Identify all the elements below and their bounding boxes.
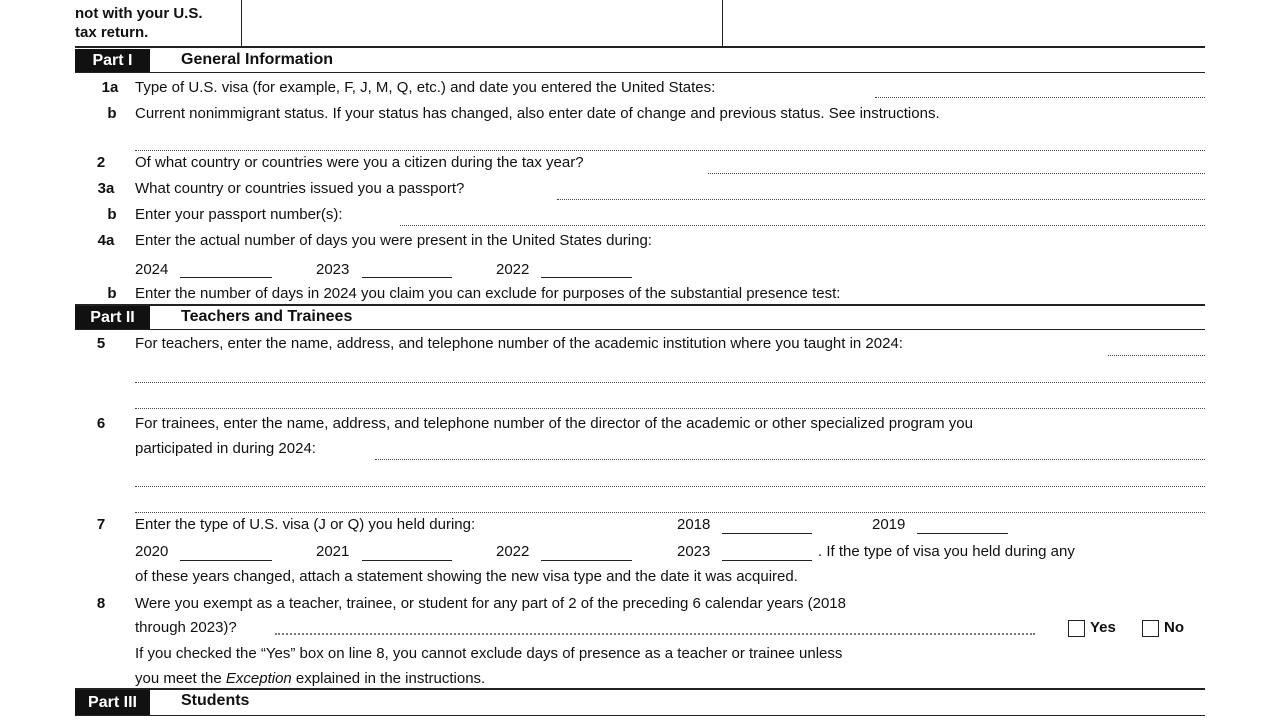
part-title: General Information bbox=[181, 51, 334, 68]
visa-2022-field[interactable] bbox=[541, 560, 632, 561]
line-8-note bbox=[135, 670, 485, 688]
line-5-field[interactable] bbox=[1108, 355, 1205, 356]
side-note: tax return. bbox=[75, 24, 149, 41]
line-number: b bbox=[107, 285, 117, 302]
line-6-field[interactable] bbox=[135, 512, 1205, 513]
line-number: 3a bbox=[97, 180, 115, 197]
visa-2020-field[interactable] bbox=[180, 560, 272, 561]
line-5-field[interactable] bbox=[135, 382, 1205, 383]
line-1b-field[interactable] bbox=[135, 150, 1205, 151]
year-label: 2021 bbox=[316, 543, 350, 560]
line-6-label: For trainees, enter the name, address, and telephone number of the director of the academic or other specialized program you bbox=[135, 415, 973, 432]
line-6-label: participated in during 2024: bbox=[135, 440, 316, 457]
no-label: No bbox=[1164, 619, 1184, 636]
part-label: Part III bbox=[75, 690, 150, 715]
year-label: 2019 bbox=[872, 516, 906, 533]
year-label: 2024 bbox=[135, 261, 169, 278]
line-3a-field[interactable] bbox=[557, 199, 1205, 200]
yes-checkbox[interactable] bbox=[1068, 620, 1085, 637]
visa-2023-field[interactable] bbox=[722, 560, 812, 561]
year-label: 2020 bbox=[135, 543, 169, 560]
line-3b-label: Enter your passport number(s): bbox=[135, 206, 343, 223]
line-7-note: of these years changed, attach a statement showing the new visa type and the date it was acquired. bbox=[135, 568, 798, 585]
line-8-note: If you checked the “Yes” box on line 8, you cannot exclude days of presence as a teacher or trainee unless bbox=[135, 645, 843, 662]
exception-term: Exception bbox=[225, 670, 292, 687]
line-number: 4a bbox=[97, 232, 115, 249]
divider bbox=[241, 0, 242, 47]
line-number: b bbox=[107, 105, 117, 122]
year-label: 2022 bbox=[496, 261, 530, 278]
part-2-header bbox=[75, 306, 1205, 330]
divider bbox=[722, 0, 723, 47]
visa-2018-field[interactable] bbox=[722, 533, 812, 534]
line-7-label: Enter the type of U.S. visa (J or Q) you held during: bbox=[135, 516, 476, 533]
line-4a-label: Enter the actual number of days you were present in the United States during: bbox=[135, 232, 652, 249]
days-2023-field[interactable] bbox=[362, 277, 452, 278]
yes-label: Yes bbox=[1090, 619, 1116, 636]
line-3b-field[interactable] bbox=[400, 225, 1205, 226]
line-7-note: . If the type of visa you held during any bbox=[818, 543, 1075, 560]
part-3-header bbox=[75, 690, 1205, 716]
part-label: Part I bbox=[75, 49, 150, 72]
line-number: 1a bbox=[101, 79, 119, 96]
divider bbox=[75, 46, 1205, 48]
line-number: 5 bbox=[96, 335, 106, 352]
side-note: not with your U.S. bbox=[75, 5, 203, 22]
line-6-field[interactable] bbox=[135, 486, 1205, 487]
line-6-field[interactable] bbox=[375, 459, 1205, 460]
part-title: Teachers and Trainees bbox=[181, 308, 353, 325]
line-number: 7 bbox=[96, 516, 106, 533]
line-2-label: Of what country or countries were you a citizen during the tax year? bbox=[135, 154, 584, 171]
line-number: 6 bbox=[96, 415, 106, 432]
no-checkbox[interactable] bbox=[1142, 620, 1159, 637]
line-8-label: Were you exempt as a teacher, trainee, or student for any part of 2 of the preceding 6 calendar years (2018 bbox=[135, 595, 846, 612]
note-text: you meet the bbox=[135, 670, 226, 687]
line-1a-field[interactable] bbox=[875, 97, 1205, 98]
line-number: b bbox=[107, 206, 117, 223]
days-2024-field[interactable] bbox=[180, 277, 272, 278]
visa-2019-field[interactable] bbox=[917, 533, 1008, 534]
year-label: 2023 bbox=[677, 543, 711, 560]
year-label: 2018 bbox=[677, 516, 711, 533]
line-1b-label: Current nonimmigrant status. If your status has changed, also enter date of change and previous status. See instructions. bbox=[135, 105, 940, 122]
part-label: Part II bbox=[75, 306, 150, 329]
dot-leader bbox=[275, 633, 1035, 635]
line-5-field[interactable] bbox=[135, 408, 1205, 409]
days-2022-field[interactable] bbox=[541, 277, 632, 278]
line-3a-label: What country or countries issued you a passport? bbox=[135, 180, 465, 197]
line-1a-label: Type of U.S. visa (for example, F, J, M, Q, etc.) and date you entered the United States: bbox=[135, 79, 716, 96]
line-4b-label: Enter the number of days in 2024 you claim you can exclude for purposes of the substantial presence test: bbox=[135, 285, 841, 302]
line-8-label: through 2023)? bbox=[135, 619, 237, 636]
line-2-field[interactable] bbox=[708, 173, 1205, 174]
line-number: 2 bbox=[96, 154, 106, 171]
visa-2021-field[interactable] bbox=[362, 560, 452, 561]
year-label: 2022 bbox=[496, 543, 530, 560]
part-title: Students bbox=[181, 692, 250, 709]
part-1-header bbox=[75, 49, 1205, 73]
line-5-label: For teachers, enter the name, address, and telephone number of the academic institution where you taught in 2024: bbox=[135, 335, 903, 352]
line-number: 8 bbox=[96, 595, 106, 612]
note-text: explained in the instructions. bbox=[291, 670, 486, 687]
year-label: 2023 bbox=[316, 261, 350, 278]
